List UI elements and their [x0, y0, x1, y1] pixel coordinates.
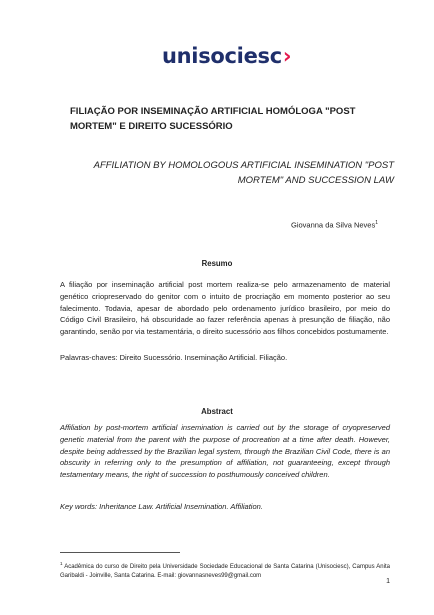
abstract-heading: Abstract — [201, 407, 233, 416]
abstract-keywords: Key words: Inheritance Law. Artificial Insemination. Affiliation. — [60, 502, 263, 511]
title-english: AFFILIATION BY HOMOLOGOUS ARTIFICIAL INSEMINATION "POST MORTEM" AND SUCCESSION LAW — [93, 160, 394, 186]
footnote — [60, 559, 390, 581]
logo-chevron-icon: › — [282, 44, 292, 68]
footnote-text: Acadêmica do curso de Direito pela Universidade Sociedade Educacional de Santa Catarina (Unisociesc), Campus Anita Garibaldi - Joinville, Santa Catarina. E-mail: giovannasneves99@gmail.com — [60, 564, 390, 579]
footnote-mark: 1 — [60, 561, 63, 566]
author-footnote-mark: 1 — [375, 220, 378, 226]
unisociesc-logo — [162, 44, 291, 68]
page-number: 1 — [386, 578, 390, 585]
abstract-text: Affiliation by post-mortem artificial insemination is carried out by the storage of cryopreserved genetic material from the parent with the purpose of procreation at a time after death. However, despite being addressed by the Brazilian legal system, through the Brazilian Civil Code, there is an obscurity in referring only to the presumption of affiliation, not guaranteeing, except through testamentary means, the right of succession to posthumously conceived children. — [60, 423, 390, 480]
title-portuguese: FILIAÇÃO POR INSEMINAÇÃO ARTIFICIAL HOMÓLOGA "POST MORTEM" E DIREITO SUCESSÓRIO — [70, 106, 356, 132]
palavras-chaves: Palavras-chaves: Direito Sucessório. Inseminação Artificial. Filiação. — [60, 353, 288, 362]
author-line — [291, 220, 378, 230]
resumo-text: A filiação por inseminação artificial post mortem realiza-se pelo armazenamento de material genético criopreservado do genitor com o intuito de procriação em momento posterior ao seu falecimento. Todavia, apesar de abordado pelo ordenamento jurídico brasileiro, por meio do Código Civil Brasileiro, há obscuridade ao fazer referência apenas à presunção de filiação, não garantindo, senão por via testamentária, o direito sucessório aos filhos concebidos postumamente. — [60, 280, 390, 337]
logo-text: unisociesc — [162, 44, 282, 68]
author-name: Giovanna da Silva Neves — [291, 220, 376, 230]
footnote-divider — [60, 552, 180, 553]
resumo-heading: Resumo — [201, 259, 233, 268]
